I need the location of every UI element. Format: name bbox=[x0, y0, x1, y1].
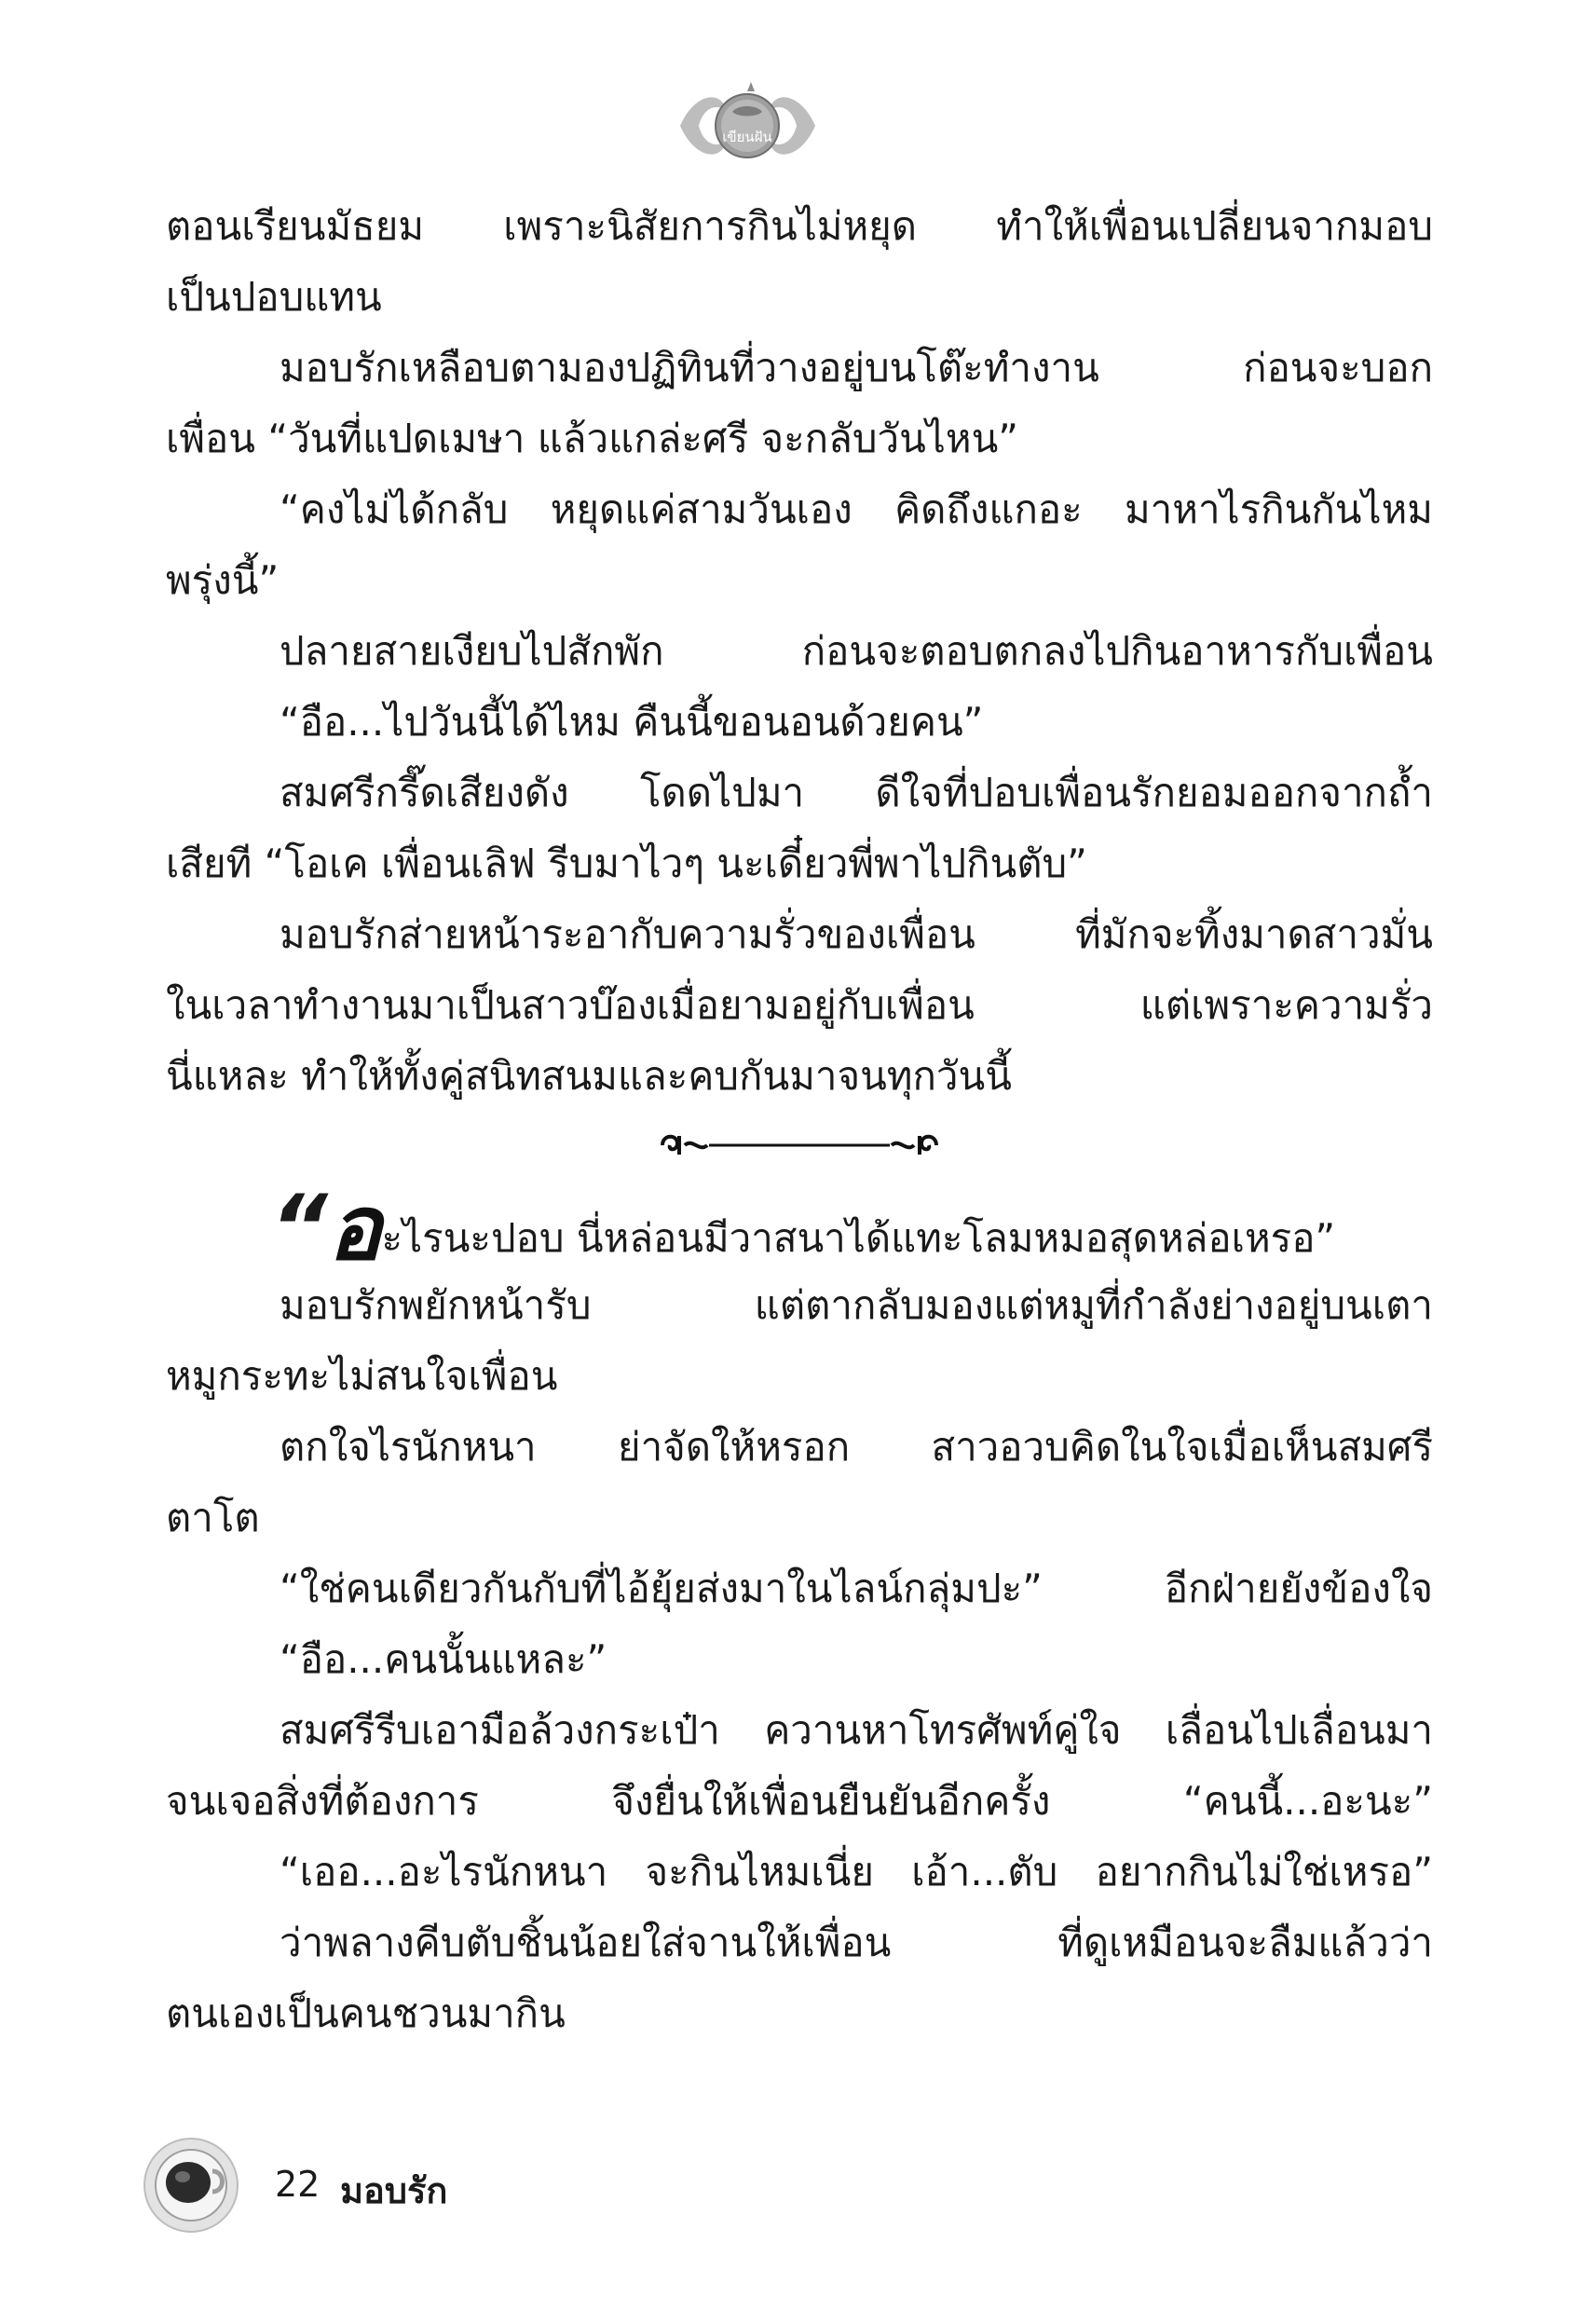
text-line: “เออ...อะไรนักหนา จะกินไหมเนี่ย เอ้า...ตับ อยากกินไม่ใช่เหรอ” bbox=[280, 1849, 1433, 1894]
text-line: เพื่อน “วันที่แปดเมษา แล้วแกล่ะศรี จะกลับวันไหน” bbox=[166, 416, 1019, 461]
text-line: ในเวลาทำงานมาเป็นสาวบ๊องเมื่อยามอยู่กับเพื่อน แต่เพราะความรั่ว bbox=[166, 982, 1433, 1028]
text-line: ปลายสายเงียบไปสักพัก ก่อนจะตอบตกลงไปกินอาหารกับเพื่อน bbox=[280, 628, 1433, 674]
text-line: “คงไม่ได้กลับ หยุดแค่สามวันเอง คิดถึงแกอะ มาหาไรกินกันไหม bbox=[280, 486, 1433, 532]
logo-text: เขียนฝัน bbox=[722, 129, 772, 145]
text-line: มอบรักส่ายหน้าระอากับความรั่วของเพื่อน ที่มักจะทิ้งมาดสาวมั่น bbox=[280, 911, 1433, 957]
body-text bbox=[166, 191, 1433, 2049]
text-line: พรุ่งนี้” bbox=[166, 557, 280, 603]
text-line: “อือ...คนนั้นแหละ” bbox=[280, 1636, 607, 1682]
text-line: ตนเองเป็นคนชวนมากิน bbox=[166, 1990, 566, 2036]
text-line: ตอนเรียนมัธยม เพราะนิสัยการกินไม่หยุด ทำให้เพื่อนเปลี่ยนจากมอบ bbox=[166, 203, 1433, 249]
text-line: มอบรักเหลือบตามองปฏิทินที่วางอยู่บนโต๊ะทำงาน ก่อนจะบอก bbox=[280, 345, 1433, 390]
text-line: สมศรีรีบเอามือล้วงกระเป๋า ควานหาโทรศัพท์คู่ใจ เลื่อนไปเลื่อนมา bbox=[280, 1707, 1433, 1753]
text-line: “อือ...ไปวันนี้ได้ไหม คืนนี้ขอนอนด้วยคน” bbox=[280, 699, 984, 745]
drop-cap-quote: “ bbox=[270, 1176, 328, 1280]
text-line: จนเจอสิ่งที่ต้องการ จึงยื่นให้เพื่อนยืนยันอีกครั้ง “คนนี้...อะนะ” bbox=[166, 1778, 1433, 1824]
text-line: นี่แหละ ทำให้ทั้งคู่สนิทสนมและคบกันมาจนทุกวันนี้ bbox=[166, 1053, 1012, 1099]
publisher-logo-icon bbox=[671, 75, 825, 177]
drop-cap-letter: อ bbox=[327, 1176, 382, 1280]
text-line: เป็นปอบแทน bbox=[166, 274, 382, 320]
text-line: ว่าพลางคีบตับชิ้นน้อยใส่จานให้เพื่อน ที่ดูเหมือนจะลืมแล้วว่า bbox=[280, 1920, 1433, 1965]
page-number: 22 bbox=[275, 2164, 321, 2205]
text-line: ตาโต bbox=[166, 1495, 260, 1540]
ornament-divider-icon bbox=[657, 1127, 942, 1164]
coffee-cup-icon bbox=[140, 2134, 242, 2236]
drop-cap-paragraph bbox=[166, 1176, 1433, 1280]
book-title: มอบรัก bbox=[340, 2170, 448, 2211]
text-line: หมูกระทะไม่สนใจเพื่อน bbox=[166, 1353, 558, 1399]
text-line: มอบรักพยักหน้ารับ แต่ตากลับมองแต่หมูที่กำลังย่างอยู่บนเตา bbox=[280, 1282, 1433, 1328]
text-line: เสียที “โอเค เพื่อนเลิฟ รีบมาไวๆ นะเดี๋ยวพี่พาไปกินตับ” bbox=[166, 841, 1087, 886]
text-line: สมศรีกรี๊ดเสียงดัง โดดไปมา ดีใจที่ปอบเพื่อนรักยอมออกจากถ้ำ bbox=[280, 770, 1433, 815]
page-footer bbox=[140, 2134, 699, 2236]
text-line: “ใช่คนเดียวกันกับที่ไอ้ยุ้ยส่งมาในไลน์กลุ่มปะ” อีกฝ่ายยังข้องใจ bbox=[280, 1566, 1433, 1611]
section-divider bbox=[166, 1112, 1433, 1186]
text-line: ตกใจไรนักหนา ย่าจัดให้หรอก สาวอวบคิดในใจเมื่อเห็นสมศรี bbox=[280, 1424, 1433, 1470]
drop-cap-rest: ะไรนะปอบ นี่หล่อนมีวาสนาได้แทะโลมหมอสุดหล่อเหรอ” bbox=[381, 1215, 1336, 1261]
